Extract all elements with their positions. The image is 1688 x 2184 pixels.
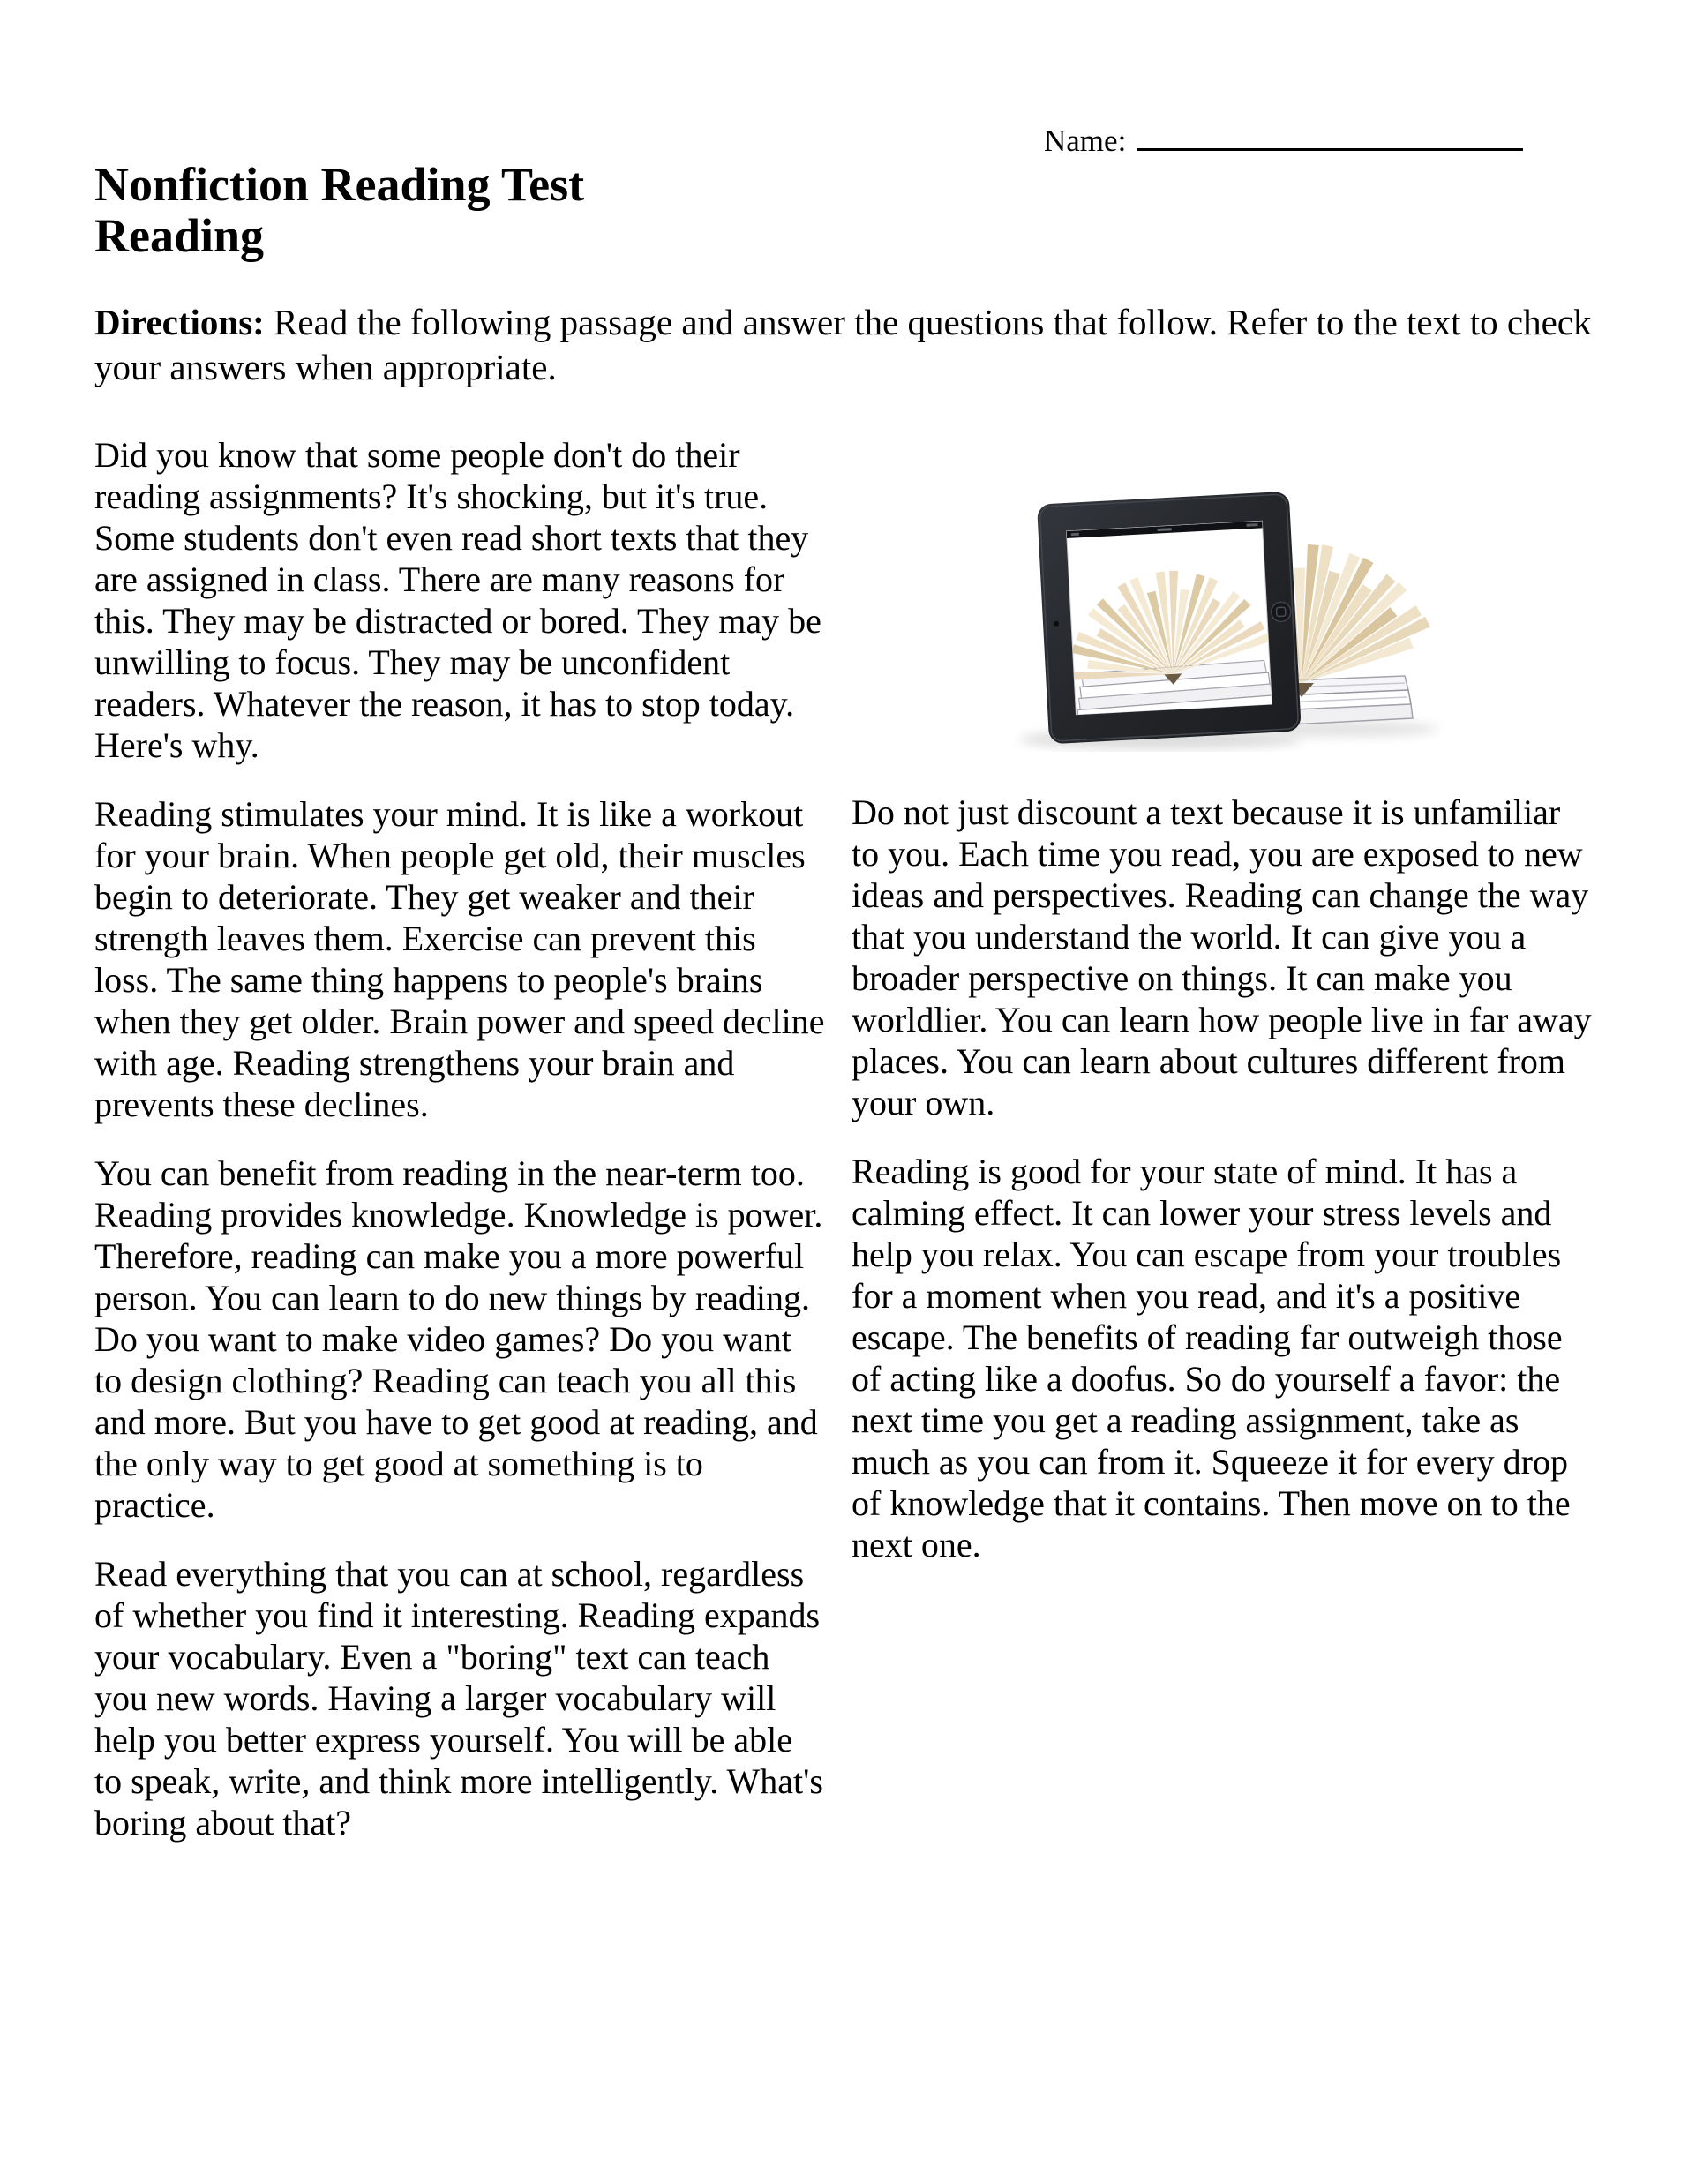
passage-columns [94, 434, 1594, 1871]
directions-label: Directions: [94, 302, 265, 342]
paragraph-1: Did you know that some people don't do their reading assignments? It's shocking, but it's true. Some students don't even read short texts that they are assigned in class. There are many reasons for this. They may be distracted or bored. They may be unwilling to focus. They may be unconfident readers. Whatever the reason, it has to stop today. Here's why. [94, 435, 821, 765]
title-line-2: Reading [94, 209, 265, 262]
home-button-icon [1271, 602, 1291, 622]
directions-text: Read the following passage and answer the questions that follow. Refer to the text to check your answers when appropriate. [94, 302, 1592, 387]
name-label: Name: [1044, 124, 1127, 158]
title-line-1: Nonfiction Reading Test [94, 158, 585, 211]
paragraph-2: Reading stimulates your mind. It is like a workout for your brain. When people get old, their muscles begin to deteriorate. They get weaker and their strength leaves them. Exercise can prevent this loss. The same thing happens to people's brains when they get older. Brain power and speed decline with age. Reading strengthens your brain and prevents these declines. [94, 794, 825, 1124]
page-title [94, 159, 584, 261]
paragraph-6: Reading is good for your state of mind. It has a calming effect. It can lower your stress levels and help you relax. You can escape from your troubles for a moment when you read, and it's a positive escape. The benefits of reading far outweigh those of acting like a doofus. So do yourself a favor: the next time you get a reading assignment, take as much as you can from it. Squeeze it for every drop of knowledge that it contains. Then move on to the next one. [852, 1152, 1571, 1565]
directions [94, 300, 1600, 390]
passage-column-right [852, 434, 1594, 1871]
paragraph-3: You can benefit from reading in the near-term too. Reading provides knowledge. Knowledge is power. Therefore, reading can make you a more powerful person. You can learn to do new things by reading. Do you want to make video games? Do you want to design clothing? Reading can teach you all this and more. But you have to get good at reading, and the only way to get good at something is to practice. [94, 1153, 823, 1525]
paragraph-5: Do not just discount a text because it is unfamiliar to you. Each time you read, you are exposed to new ideas and perspectives. Reading can change the way that you understand the world. It can give you a broader perspective on things. It can make you worldlier. You can learn how people live in far away places. You can learn about cultures different from your own. [852, 792, 1592, 1122]
name-blank-line [1137, 122, 1523, 151]
paragraph-4: Read everything that you can at school, regardless of whether you find it interesting. Reading expands your vocabulary. Even a "boring" text can teach you new words. Having a larger vocabulary will help you better express yourself. You will be able to speak, write, and think more intelligently. What's boring about that? [94, 1554, 823, 1843]
tablet [1037, 492, 1302, 745]
name-row [1044, 122, 1523, 158]
tablet-book-illustration [997, 461, 1447, 752]
passage-column-left [94, 434, 825, 1871]
